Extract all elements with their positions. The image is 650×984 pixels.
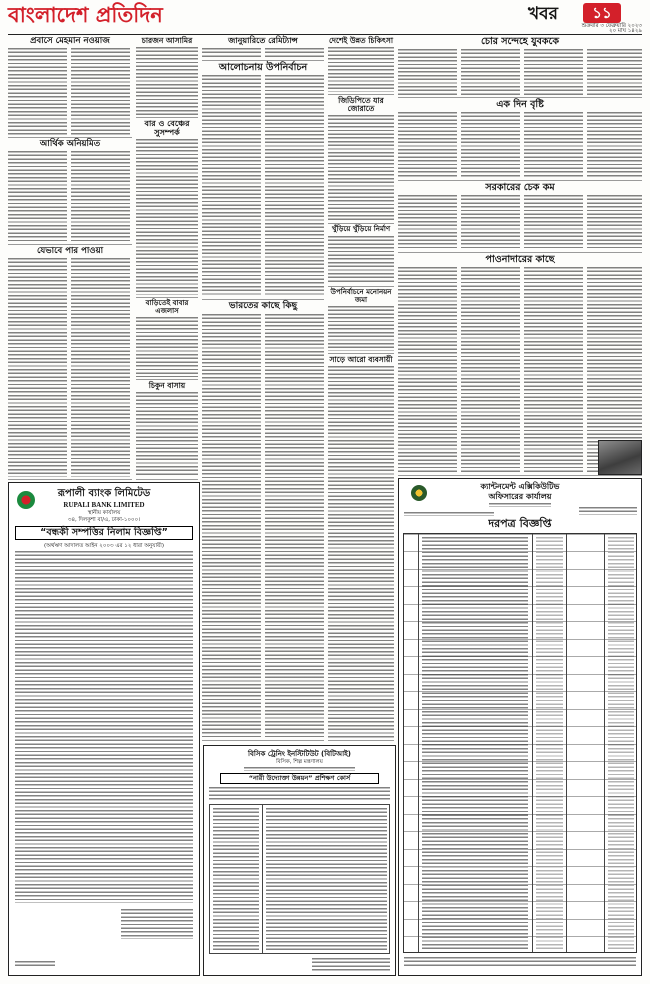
- ad-intro: [209, 787, 390, 801]
- table-values: [266, 808, 387, 950]
- article-headline: আলোচনায় উপনির্বাচন: [218, 62, 308, 73]
- article-body: [398, 49, 642, 95]
- article: [328, 355, 394, 741]
- article-headline: চিকুন বাসায়: [148, 381, 186, 390]
- article-headline: উপনির্বাচনে মনোনয়ন জমা: [330, 288, 392, 304]
- office-subname: অফিসারের কার্যালয়: [488, 492, 552, 501]
- article-headline: সাড়ে আরো ব্যবসায়ী: [329, 355, 393, 364]
- article-body: [202, 48, 324, 58]
- article: [136, 36, 198, 118]
- page-number-badge: ১১: [583, 3, 621, 23]
- institute-address: [244, 767, 355, 771]
- article-body: [398, 195, 642, 250]
- tender-notice-ad: [398, 478, 642, 976]
- article: [398, 182, 642, 253]
- signature-block: [121, 909, 193, 939]
- issue-date: শুক্রবার ৩ ফেব্রুয়ারি ২০২৩: [581, 23, 642, 29]
- article-body: [136, 47, 198, 115]
- article-headline: ভারতের কাছে কিছু: [228, 301, 298, 311]
- ad-reference: [15, 961, 55, 967]
- portrait-photo: [598, 440, 642, 475]
- article: [328, 288, 394, 354]
- article-headline: যেভাবে পার পাওয়া: [36, 246, 104, 256]
- bank-office: স্থানীয় কার্যালয়: [87, 510, 121, 516]
- newspaper-logo: বাংলাদেশ প্রতিদিন: [8, 2, 163, 27]
- article-body: [202, 75, 324, 297]
- article: [328, 96, 394, 224]
- bank-address: ৩৪, দিলকুশা বা/এ, ঢাকা-১০০০।: [67, 517, 141, 523]
- article-headline: সরকারের চেক কম: [485, 182, 555, 193]
- article-body: [8, 151, 132, 242]
- memo-number: [404, 512, 494, 516]
- article-headline: এক দিন বৃষ্টি: [496, 99, 544, 110]
- article-headline: জিডিপিতে যার জোরাতে: [338, 96, 384, 114]
- course-title: “নারী উদ্যোক্তা উন্নয়ন” প্রশিক্ষণ কোর্স: [220, 773, 379, 784]
- article-headline: দেশেই উন্নত চিকিৎসা: [328, 36, 394, 45]
- article-body: [202, 314, 324, 738]
- office-name: ক্যান্টনমেন্ট এক্সিকিউটিভ: [480, 482, 560, 491]
- office-location: [489, 503, 551, 507]
- article-body: [328, 306, 394, 351]
- ad-footer: [404, 957, 636, 967]
- bank-name-bn: রূপালী ব্যাংক লিমিটেড: [57, 488, 151, 499]
- article-body: [8, 48, 132, 135]
- signature-block: [312, 958, 390, 972]
- article-body: [136, 392, 198, 477]
- course-details-table: [209, 804, 390, 954]
- article-headline: চোর সন্দেহে যুবককে: [481, 36, 559, 47]
- auction-notice-subtitle: (অর্থঋণ আদালত আইন ২০০৩ এর ১২ ধারা অনুযায়ী): [44, 543, 164, 549]
- article-body: [328, 236, 394, 284]
- tender-title: দরপত্র বিজ্ঞপ্তি: [488, 517, 552, 530]
- ad-body: [15, 551, 193, 903]
- masthead-rule: [8, 34, 642, 35]
- article: [136, 119, 198, 298]
- article: [202, 301, 324, 741]
- article: [136, 381, 198, 480]
- article-body: [328, 47, 394, 92]
- article: [328, 36, 394, 95]
- article-headline: জানুয়ারিতে রেমিট্যান্স: [228, 36, 298, 45]
- article-headline: বার ও বেঞ্চের সুসম্পর্ক: [144, 119, 190, 137]
- article-body: [136, 317, 198, 377]
- ministry-name: বিসিক, শিল্প মন্ত্রণালয়: [276, 759, 323, 765]
- table-labels: [213, 808, 259, 950]
- bank-name-en: RUPALI BANK LIMITED: [63, 501, 145, 509]
- article-body: [398, 112, 642, 178]
- article-body: [328, 115, 394, 221]
- article-headline: প্রবাসে মেহমান নওয়াজ: [30, 36, 110, 46]
- table-divider: [262, 805, 263, 953]
- rupali-bank-ad: [8, 482, 200, 976]
- table-quantities: [536, 537, 563, 949]
- article: [398, 36, 642, 98]
- article: [8, 246, 132, 480]
- article: [136, 299, 198, 380]
- training-course-ad: [203, 745, 396, 976]
- article: [8, 139, 132, 245]
- article: [398, 99, 642, 181]
- institute-name: বিসিক ট্রেনিং ইনস্টিটিউট (বিটিআই): [248, 750, 351, 758]
- auction-notice-title: “বন্ধকী সম্পত্তির নিলাম বিজ্ঞপ্তি”: [15, 526, 193, 540]
- table-descriptions: [422, 537, 528, 949]
- article-headline: বাড়িতেই বাবার এজলাস: [145, 299, 189, 315]
- article-headline: চারজন আসামির: [141, 36, 193, 45]
- tender-table: [403, 533, 637, 953]
- article: [202, 62, 324, 300]
- article-headline: পাওনাদারের কাছে: [485, 254, 555, 265]
- article: [202, 36, 324, 61]
- notice-date: [579, 507, 637, 515]
- article: [328, 225, 394, 287]
- article: [8, 36, 132, 138]
- article-body: [328, 366, 394, 738]
- article-headline: আর্থিক অনিয়মিত: [39, 139, 101, 149]
- table-amounts: [608, 537, 634, 949]
- article-headline: খুঁড়িয়ে খুঁড়িয়ে নির্মাণ: [331, 225, 391, 233]
- section-name: খবর: [528, 4, 558, 24]
- article-body: [136, 139, 198, 295]
- issue-bangla-date: ২০ মাঘ ১৪২৯: [609, 28, 642, 34]
- article-body: [8, 258, 132, 477]
